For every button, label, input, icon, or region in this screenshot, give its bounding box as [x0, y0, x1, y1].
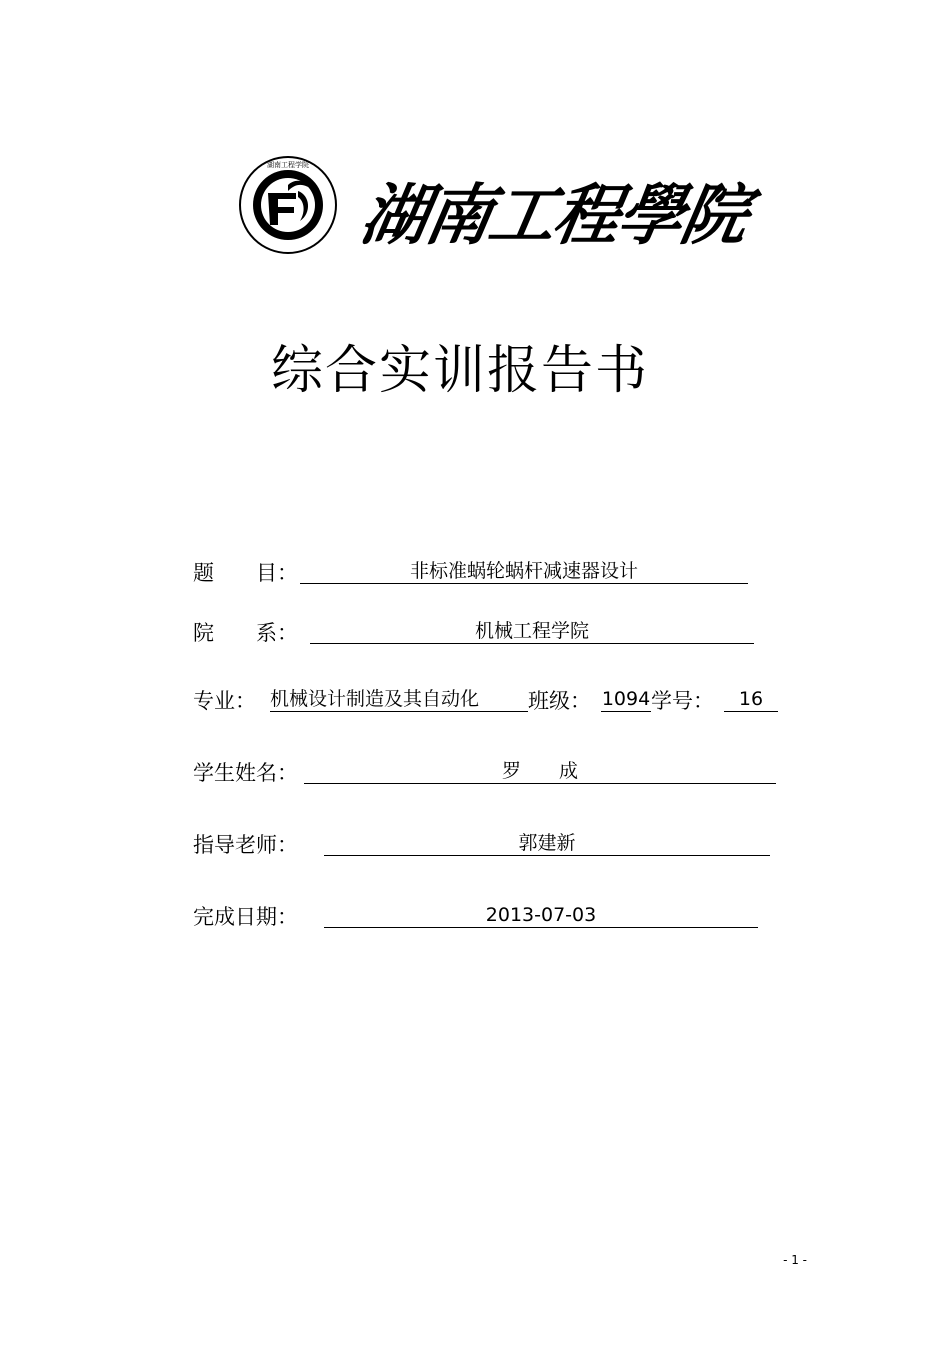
calligraphy-char: 工	[483, 176, 561, 254]
svg-text:1951: 1951	[280, 226, 296, 233]
topic-field: 非标准蜗轮蜗杆减速器设计	[300, 554, 748, 584]
topic-label: 题 目：	[193, 561, 298, 585]
form-row-major	[193, 678, 778, 712]
svg-text:湖南工程学院: 湖南工程学院	[267, 161, 309, 169]
student-no-label: 学号：	[651, 689, 714, 713]
form-row-department	[193, 610, 754, 644]
document-title: 综合实训报告书	[270, 341, 649, 401]
major-label: 专业：	[193, 689, 256, 713]
department-field: 机械工程学院	[310, 614, 754, 644]
major-field: 机械设计制造及其自动化	[270, 682, 528, 712]
calligraphy-char: 學	[611, 176, 689, 254]
completion-date-field: 2013-07-03	[324, 898, 758, 928]
department-label: 院 系：	[193, 621, 298, 645]
completion-date-label: 完成日期：	[193, 905, 298, 929]
student-name-label: 学生姓名：	[193, 761, 298, 785]
institution-seal-icon	[238, 155, 338, 255]
institution-name-calligraphy	[355, 170, 753, 260]
form-row-advisor	[193, 822, 770, 856]
advisor-label: 指导老师：	[193, 833, 298, 857]
form-row-topic	[193, 550, 748, 584]
class-label: 班级：	[528, 689, 591, 713]
student-name-field: 罗 成	[304, 754, 776, 784]
calligraphy-char: 程	[547, 176, 625, 254]
calligraphy-char: 湖	[355, 176, 433, 254]
form-row-student-name	[193, 750, 776, 784]
class-field: 1094	[601, 682, 651, 712]
page-number: - 1 -	[783, 1253, 807, 1267]
advisor-field: 郭建新	[324, 826, 770, 856]
form-row-completion-date	[193, 894, 758, 928]
calligraphy-char: 院	[675, 176, 753, 254]
calligraphy-char: 南	[419, 176, 497, 254]
student-no-field: 16	[724, 682, 778, 712]
